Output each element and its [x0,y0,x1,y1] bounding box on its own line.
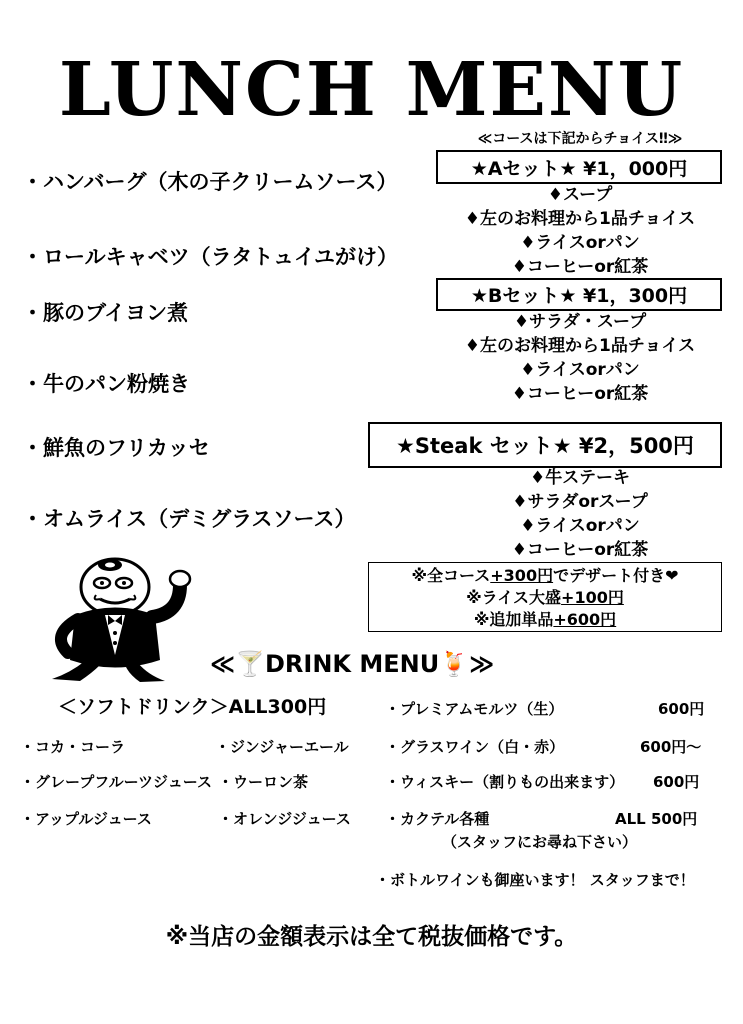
dish-item: ・ハンバーグ（木の子クリームソース） [22,170,398,194]
dish-item: ・オムライス（デミグラスソース） [22,507,356,531]
set-b-items [440,310,720,406]
set-item: ♦牛ステーキ [530,468,630,488]
soft-drink-item: ・オレンジジュース [218,810,351,828]
set-item: ♦サラダ・スープ [513,312,647,332]
soft-drink-item: ・グレープフルーツジュース [20,773,213,791]
extras-note-box [368,562,722,632]
set-item: ♦スープ [547,185,613,205]
set-item: ♦ライスorパン [520,233,640,253]
set-item: ♦左のお料理から1品チョイス [464,209,696,229]
drink-name: ・ウィスキー（割りもの出来ます） [385,773,625,791]
set-item: ♦コーヒーor紅茶 [511,384,649,404]
drink-name: ・カクテル各種 [385,810,490,828]
soft-drink-item: ・コカ・コーラ [20,738,126,756]
soft-drink-item: ・ジンジャーエール [215,738,349,756]
drink-price: ALL 500円 [615,810,698,828]
set-a-label: ★Aセット★ ¥1，000円 [436,150,722,184]
soft-drink-item: ・アップルジュース [20,810,152,828]
set-a-items [440,183,720,279]
dish-item: ・牛のパン粉焼き [22,372,190,396]
course-header: ≪コースは下記からチョイス‼≫ [477,131,683,147]
set-steak-label: ★Steak セット★ ¥2，500円 [368,422,722,468]
set-item: ♦左のお料理から1品チョイス [464,336,696,356]
note-line: ※追加単品+600円 [473,610,617,629]
drink-price: 600円 [653,773,700,791]
soft-drink-item: ・ウーロン茶 [218,773,309,791]
note-line: ※全コース+300円でデザート付き❤ [411,566,679,585]
set-b-label: ★Bセット★ ¥1，300円 [436,278,722,311]
tax-footer: ※当店の金額表示は全て税抜価格です。 [165,924,578,950]
dish-item: ・豚のブイヨン煮 [22,301,189,325]
set-item: ♦コーヒーor紅茶 [511,540,649,560]
cocktail-note: （スタッフにお尋ね下さい） [442,833,638,851]
bottle-wine-note: ・ボトルワインも御座います！ スタッフまで！ [375,871,695,889]
set-item: ♦ライスorパン [520,516,640,536]
menu-title: LUNCH MENU [58,47,685,133]
drink-price: 600円 [658,700,705,718]
waiter-illustration [30,555,210,685]
drink-price: 600円～ [640,738,702,756]
drink-name: ・グラスワイン（白・赤） [385,738,565,756]
set-item: ♦サラダorスープ [512,492,648,512]
dish-item: ・鮮魚のフリカッセ [22,436,210,460]
drink-menu-title: ≪🍸DRINK MENU🍹≫ [210,650,495,678]
note-line: ※ライス大盛+100円 [466,588,624,607]
set-steak-items [440,466,720,562]
dish-item: ・ロールキャベツ（ラタトュイユがけ） [22,245,399,269]
set-item: ♦ライスorパン [520,360,640,380]
set-item: ♦コーヒーor紅茶 [511,257,649,277]
drink-name: ・プレミアムモルツ（生） [385,700,564,718]
soft-drink-header: ＜ソフトドリンク＞ALL300円 [58,696,327,718]
